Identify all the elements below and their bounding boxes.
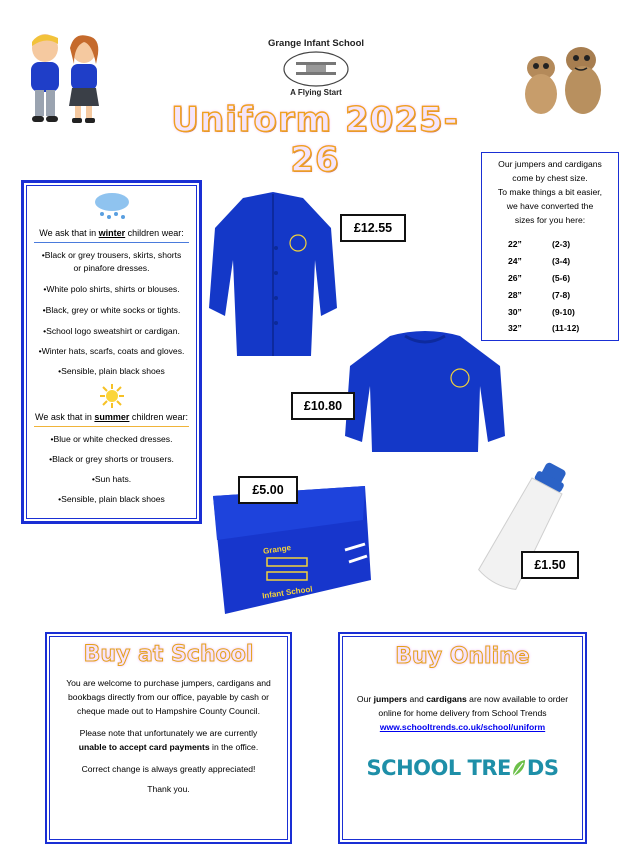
- summer-word: summer: [94, 412, 130, 422]
- buy-online-text-pre: Our: [356, 694, 374, 704]
- school-trends-logo-text-b: DS: [526, 756, 559, 780]
- winter-item: •Sensible, plain black shoes: [58, 366, 165, 376]
- buy-at-school-panel: [45, 632, 292, 844]
- school-trends-link[interactable]: www.schooltrends.co.uk/school/uniform: [379, 722, 546, 732]
- jumpers-word: jumpers: [373, 694, 408, 704]
- size-age: (11-12): [552, 323, 580, 333]
- buy-online-text: online for home delivery from School Trends: [378, 708, 547, 718]
- school-name: Grange Infant School: [267, 38, 365, 49]
- winter-item: •Winter hats, scarfs, coats and gloves.: [38, 346, 185, 356]
- summer-heading-pre: We ask that in: [35, 412, 95, 422]
- cardigan-price-tag: £12.55: [340, 214, 406, 242]
- buy-at-school-thanks: Thank you.: [147, 784, 190, 794]
- jumper-image: [340, 326, 510, 456]
- buy-online-title: Buy Online: [395, 644, 530, 669]
- size-chest: 22”: [508, 239, 522, 249]
- winter-item: or pinafore dresses.: [73, 263, 150, 273]
- buy-at-school-text-end: in the office.: [209, 742, 259, 752]
- winter-heading-pre: We ask that in: [39, 228, 99, 238]
- size-intro-line: we have converted the: [506, 201, 594, 211]
- summer-item: •Black or grey shorts or trousers.: [49, 454, 174, 464]
- summer-heading-post: children wear:: [129, 412, 188, 422]
- buy-online-text-mid: and: [407, 694, 427, 704]
- winter-divider: [34, 242, 189, 243]
- size-chest: 26”: [508, 273, 522, 283]
- school-motto: A Flying Start: [290, 88, 342, 97]
- size-age: (9-10): [552, 307, 575, 317]
- winter-item: •Black, grey or white socks or tights.: [42, 305, 181, 315]
- summer-item: •Sensible, plain black shoes: [58, 494, 165, 504]
- buy-online-text: [340, 692, 585, 706]
- winter-item: •School logo sweatshirt or cardigan.: [43, 326, 180, 336]
- size-conversion-panel: [481, 152, 619, 341]
- buy-at-school-text: [47, 740, 290, 754]
- school-logo: [256, 32, 376, 102]
- summer-item: •Sun hats.: [91, 474, 132, 484]
- winter-item: •Black or grey trousers, skirts, shorts: [41, 250, 182, 260]
- size-age: (2-3): [552, 239, 571, 249]
- uniform-requirements-panel: [21, 180, 202, 524]
- card-payments-notice: unable to accept card payments: [78, 742, 210, 752]
- winter-item: •White polo shirts, shirts or blouses.: [43, 284, 180, 294]
- summer-divider: [34, 426, 189, 427]
- bottle-price-tag: £1.50: [521, 551, 579, 579]
- winter-word: winter: [98, 228, 126, 238]
- size-age: (5-6): [552, 273, 571, 283]
- size-chest: 24”: [508, 256, 522, 266]
- buy-at-school-text: Please note that unfortunately we are currently: [79, 728, 258, 738]
- winter-heading-post: children wear:: [125, 228, 184, 238]
- bookbag-text-bottom: Infant School: [261, 584, 314, 601]
- school-trends-link-row: [340, 720, 585, 734]
- sun-icon: [99, 383, 125, 409]
- jumper-price-tag: £10.80: [291, 392, 355, 420]
- size-chest: 32”: [508, 323, 522, 333]
- buy-at-school-title: Buy at School: [83, 642, 254, 667]
- biplane-emblem-icon: [282, 50, 350, 88]
- leaf-icon: [511, 758, 527, 778]
- school-trends-logo-text-a: SCHOOL TRE: [366, 756, 511, 780]
- size-intro-line: sizes for you here:: [514, 215, 586, 225]
- school-trends-logo: [355, 756, 570, 780]
- cartoon-children-illustration: [18, 28, 110, 133]
- page-title: Uniform 2025-26: [171, 100, 459, 180]
- buy-at-school-text: You are welcome to purchase jumpers, cardigans and: [66, 678, 271, 688]
- cardigans-word: cardigans: [426, 694, 467, 704]
- size-intro-line: To make things a bit easier,: [497, 187, 603, 197]
- size-chest: 30”: [508, 307, 522, 317]
- size-chest: 28”: [508, 290, 522, 300]
- cardigan-image: [203, 188, 343, 360]
- rain-cloud-icon: [92, 191, 132, 221]
- buy-online-text-post: are now available to order: [466, 694, 569, 704]
- bookbag-text-top: Grange: [262, 543, 292, 556]
- buy-online-panel: [338, 632, 587, 844]
- buy-at-school-text: bookbags directly from our office, payable by cash or: [68, 692, 269, 702]
- winter-heading: [24, 228, 199, 239]
- size-age: (3-4): [552, 256, 571, 266]
- bookbag-price-tag: £5.00: [238, 476, 298, 504]
- summer-heading: [24, 412, 199, 423]
- buy-at-school-text: Correct change is always greatly appreciated!: [81, 764, 256, 774]
- size-intro-line: come by chest size.: [512, 173, 588, 183]
- buy-at-school-text: cheque made out to Hampshire County Council.: [77, 706, 260, 716]
- size-intro-line: Our jumpers and cardigans: [498, 159, 602, 169]
- size-age: (7-8): [552, 290, 571, 300]
- meerkats-illustration: [515, 38, 610, 118]
- summer-item: •Blue or white checked dresses.: [50, 434, 173, 444]
